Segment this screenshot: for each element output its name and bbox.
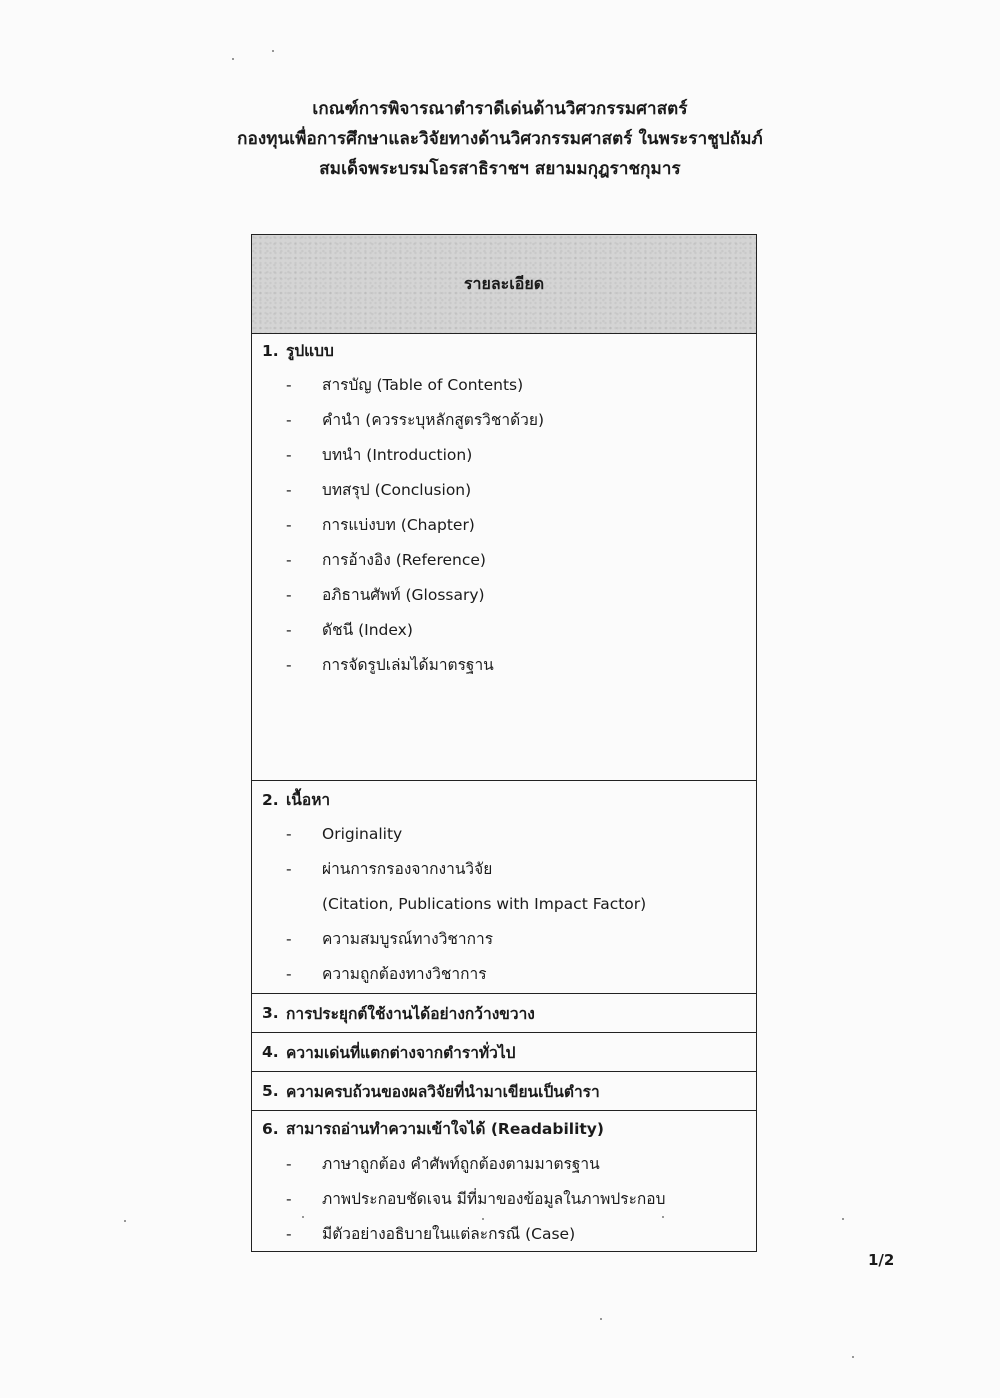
section-heading <box>252 1079 600 1104</box>
dash-bullet: - <box>286 859 292 878</box>
page-number: 1/2 <box>868 1251 895 1269</box>
item-text: ภาพประกอบชัดเจน มีที่มาของข้อมูลในภาพประกอบ <box>322 1190 666 1208</box>
item-text: การอ้างอิง (Reference) <box>322 551 486 569</box>
section-heading <box>252 1040 515 1065</box>
section-title: รูปแบบ <box>286 342 334 360</box>
item-text: บทนำ (Introduction) <box>322 446 473 464</box>
item-text: บทสรุป (Conclusion) <box>322 481 472 499</box>
section-content <box>252 781 756 994</box>
scan-speck <box>482 1218 484 1220</box>
list-item <box>252 1146 756 1181</box>
section-number: 2. <box>262 790 279 809</box>
dash-bullet: - <box>286 515 292 534</box>
list-item <box>252 472 756 507</box>
scan-speck <box>272 50 274 52</box>
section-title: สามารถอ่านทำความเข้าใจได้ (Readability) <box>286 1120 604 1138</box>
scan-speck <box>852 1356 854 1358</box>
criteria-table <box>251 234 757 1252</box>
item-text: อภิธานศัพท์ (Glossary) <box>322 586 485 604</box>
section-format <box>252 334 756 781</box>
item-text: (Citation, Publications with Impact Factor) <box>322 894 647 913</box>
list-item <box>252 1216 756 1251</box>
section-heading <box>252 783 756 816</box>
scan-speck <box>662 1216 664 1218</box>
title-line-2: กองทุนเพื่อการศึกษาและวิจัยทางด้านวิศวกรรมศาสตร์ ในพระราชูปถัมภ์ <box>237 129 763 149</box>
list-item <box>252 577 756 612</box>
document-title <box>0 94 1000 184</box>
list-item <box>252 367 756 402</box>
section-number: 6. <box>262 1119 279 1138</box>
item-text: Originality <box>322 824 403 843</box>
dash-bullet: - <box>286 375 292 394</box>
list-item <box>252 507 756 542</box>
section-heading <box>252 334 756 367</box>
dash-bullet: - <box>286 410 292 429</box>
list-item-continuation <box>252 886 756 921</box>
list-item <box>252 816 756 851</box>
list-item <box>252 956 756 991</box>
section-heading <box>252 1001 535 1026</box>
dash-bullet: - <box>286 964 292 983</box>
section-heading <box>252 1111 756 1146</box>
list-item <box>252 542 756 577</box>
list-item <box>252 1181 756 1216</box>
section-distinction <box>252 1033 756 1072</box>
item-text: ผ่านการกรองจากงานวิจัย <box>322 860 493 878</box>
list-item <box>252 402 756 437</box>
item-text: คำนำ (ควรระบุหลักสูตรวิชาด้วย) <box>322 411 545 429</box>
list-item <box>252 437 756 472</box>
item-text: ดัชนี (Index) <box>322 621 413 639</box>
dash-bullet: - <box>286 929 292 948</box>
table-header-label: รายละเอียด <box>463 273 545 293</box>
section-number: 1. <box>262 341 279 360</box>
item-text: มีตัวอย่างอธิบายในแต่ละกรณี (Case) <box>322 1225 576 1243</box>
scan-speck <box>302 1216 304 1218</box>
list-item <box>252 647 756 682</box>
scan-speck <box>232 58 234 60</box>
dash-bullet: - <box>286 550 292 569</box>
scan-speck <box>600 1318 602 1320</box>
item-text: ความถูกต้องทางวิชาการ <box>322 965 487 983</box>
table-header <box>252 235 756 334</box>
title-line-1: เกณฑ์การพิจารณาตำราดีเด่นด้านวิศวกรรมศาสตร์ <box>312 99 688 119</box>
item-text: ความสมบูรณ์ทางวิชาการ <box>322 930 494 948</box>
title-line-3: สมเด็จพระบรมโอรสาธิราชฯ สยามมกุฎราชกุมาร <box>319 159 681 179</box>
section-readability <box>252 1111 756 1251</box>
section-completeness <box>252 1072 756 1111</box>
list-item <box>252 921 756 956</box>
item-text: สารบัญ (Table of Contents) <box>322 376 524 394</box>
list-item <box>252 612 756 647</box>
dash-bullet: - <box>286 655 292 674</box>
section-title: เนื้อหา <box>286 791 331 809</box>
dash-bullet: - <box>286 620 292 639</box>
section-title: การประยุกต์ใช้งานได้อย่างกว้างขวาง <box>286 1004 535 1023</box>
dash-bullet: - <box>286 480 292 499</box>
dash-bullet: - <box>286 1224 292 1243</box>
section-title: ความเด่นที่แตกต่างจากตำราทั่วไป <box>286 1043 516 1062</box>
dash-bullet: - <box>286 1189 292 1208</box>
item-text: ภาษาถูกต้อง คำศัพท์ถูกต้องตามมาตรฐาน <box>322 1155 600 1173</box>
section-number: 5. <box>262 1082 279 1100</box>
section-number: 4. <box>262 1043 279 1061</box>
dash-bullet: - <box>286 824 292 843</box>
scan-speck <box>124 1220 126 1222</box>
section-number: 3. <box>262 1004 279 1022</box>
item-text: การแบ่งบท (Chapter) <box>322 516 475 534</box>
dash-bullet: - <box>286 585 292 604</box>
item-text: การจัดรูปเล่มได้มาตรฐาน <box>322 656 494 674</box>
section-title: ความครบถ้วนของผลวิจัยที่นำมาเขียนเป็นตำรา <box>286 1082 600 1101</box>
dash-bullet: - <box>286 1154 292 1173</box>
scan-speck <box>842 1218 844 1220</box>
dash-bullet: - <box>286 445 292 464</box>
section-application <box>252 994 756 1033</box>
list-item <box>252 851 756 886</box>
